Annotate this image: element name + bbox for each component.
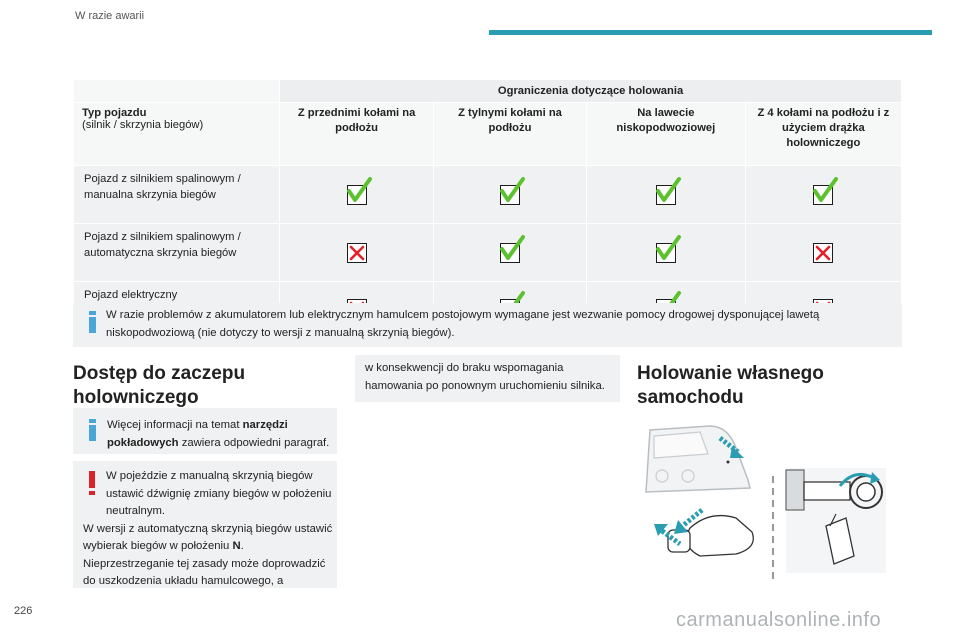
cross-box-icon: [813, 243, 833, 263]
check-box-icon: [500, 243, 520, 263]
warning-note-gear: W pojeździe z manualną skrzynią biegów ustawić dźwignię zmiany biegów w położeniu neutralnym. W wersji z automatyczną skrzynią biegów ustawić wybierak biegów w położeniu N. Nieprzestrzeganie tej zasady może doprowadzić do uszkodzenia układu hamulcowego, a: [73, 461, 337, 588]
running-header: W razie awarii: [75, 10, 145, 22]
watermark: carmanualsonline.info: [676, 609, 882, 631]
tow-hook-illustration: [640, 418, 900, 588]
header-accent-bar: [489, 30, 932, 35]
check-box-icon: [656, 185, 676, 205]
row-label: Pojazd z silnikiem spalinowym / manualna skrzynia biegów: [74, 166, 280, 224]
table-row: [74, 224, 902, 282]
towing-restrictions-table: [73, 79, 902, 337]
column-header: Z przednimi kołami na podłożu: [280, 103, 434, 166]
check-box-icon: [813, 185, 833, 205]
row-label: Pojazd elektryczny: [74, 282, 280, 337]
check-box-icon: [656, 243, 676, 263]
column-header: Na lawecie niskopodwoziowej: [586, 103, 745, 166]
info-note-tools: Więcej informacji na temat narzędzi pokładowych zawiera odpowiedni paragraf.: [73, 408, 337, 454]
check-box-icon: [347, 185, 367, 205]
column-header: Z 4 kołami na podłożu i z użyciem drążka holowniczego: [745, 103, 901, 166]
table-title: Ograniczenia dotyczące holowania: [280, 80, 902, 103]
section-title-tow-hook-access: Dostęp do zaczepu holowniczego: [73, 363, 246, 408]
row-label: Pojazd z silnikiem spalinowym / automatyczna skrzynia biegów: [74, 224, 280, 282]
check-box-icon: [500, 185, 520, 205]
warning-continuation: w konsekwencji do braku wspomagania hamowania po ponownym uruchomieniu silnika.: [355, 355, 620, 402]
table-row: [74, 166, 902, 224]
column-header-vehicle-type: Typ pojazdu (silnik / skrzynia biegów): [74, 103, 280, 166]
page-number: 226: [14, 605, 33, 617]
info-icon: [89, 311, 96, 333]
column-header: Z tylnymi kołami na podłożu: [434, 103, 587, 166]
cross-box-icon: [347, 243, 367, 263]
section-title-towing-own-car: Holowanie własnego samochodu: [637, 363, 824, 408]
info-note-battery: W razie problemów z akumulatorem lub elektrycznym hamulcem postojowym wymagane jest wezwanie pomocy drogowej dysponującej lawetą niskopodwoziową (nie dotyczy to wersji z manualną skrzynią biegów).: [73, 303, 902, 347]
info-icon: [89, 419, 96, 441]
